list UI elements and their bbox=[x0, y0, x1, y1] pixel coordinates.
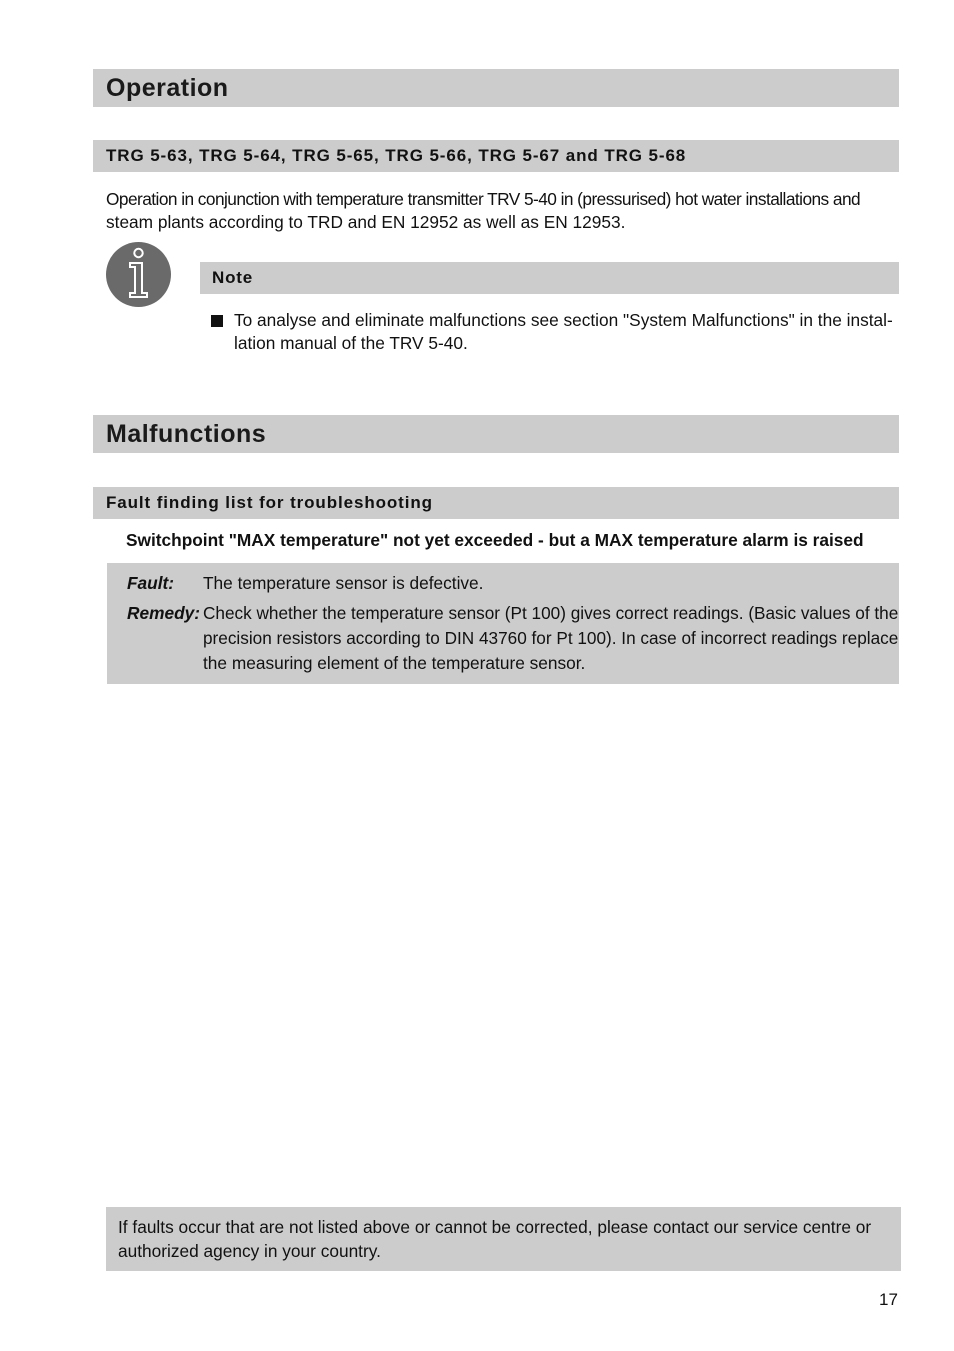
operation-description bbox=[106, 188, 860, 234]
info-icon bbox=[106, 242, 171, 307]
remedy-text bbox=[203, 601, 902, 676]
malfunctions-subheading: Fault finding list for troubleshooting bbox=[106, 493, 433, 512]
remedy-text-line-1: Check whether the temperature sensor (Pt 100) gives correct readings. (Basic values of the bbox=[203, 603, 899, 623]
operation-heading-bar bbox=[93, 69, 899, 107]
page-number: 17 bbox=[879, 1290, 898, 1309]
service-notice-line-1: If faults occur that are not listed above or cannot be corrected, please contact our service centre or bbox=[118, 1217, 872, 1237]
remedy-text-line-2: precision resistors according to DIN 43760 for Pt 100). In case of incorrect readings replace bbox=[203, 628, 899, 648]
service-notice-box bbox=[106, 1207, 901, 1271]
operation-subheading-bar bbox=[93, 140, 899, 172]
note-heading: Note bbox=[212, 268, 253, 287]
operation-subheading: TRG 5-63, TRG 5-64, TRG 5-65, TRG 5-66, TRG 5-67 and TRG 5-68 bbox=[106, 146, 687, 165]
fault-case-heading: Switchpoint "MAX temperature" not yet exceeded - but a MAX temperature alarm is raised bbox=[126, 530, 864, 550]
operation-heading: Operation bbox=[106, 74, 229, 102]
operation-description-line-2: steam plants according to TRD and EN 12952 as well as EN 12953. bbox=[106, 212, 626, 232]
bullet-square-icon bbox=[211, 315, 223, 327]
service-notice-text bbox=[118, 1215, 871, 1263]
fault-text: The temperature sensor is defective. bbox=[203, 573, 484, 593]
note-text-line-1: To analyse and eliminate malfunctions see section "System Malfunctions" in the instal- bbox=[234, 310, 893, 330]
note-text bbox=[234, 309, 893, 355]
note-text-line-2: lation manual of the TRV 5-40. bbox=[234, 333, 468, 353]
remedy-label: Remedy: bbox=[127, 603, 200, 623]
service-notice-line-2: authorized agency in your country. bbox=[118, 1241, 381, 1261]
malfunctions-heading-bar bbox=[93, 415, 899, 453]
malfunctions-subheading-bar bbox=[93, 487, 899, 519]
malfunctions-heading: Malfunctions bbox=[106, 420, 267, 448]
fault-label: Fault: bbox=[127, 573, 175, 593]
note-heading-bar bbox=[200, 262, 899, 294]
fault-table bbox=[107, 563, 899, 684]
operation-description-line-1: Operation in conjunction with temperature transmitter TRV 5-40 in (pressurised) hot water installations and bbox=[106, 189, 861, 209]
remedy-text-line-3: the measuring element of the temperature sensor. bbox=[203, 653, 586, 673]
